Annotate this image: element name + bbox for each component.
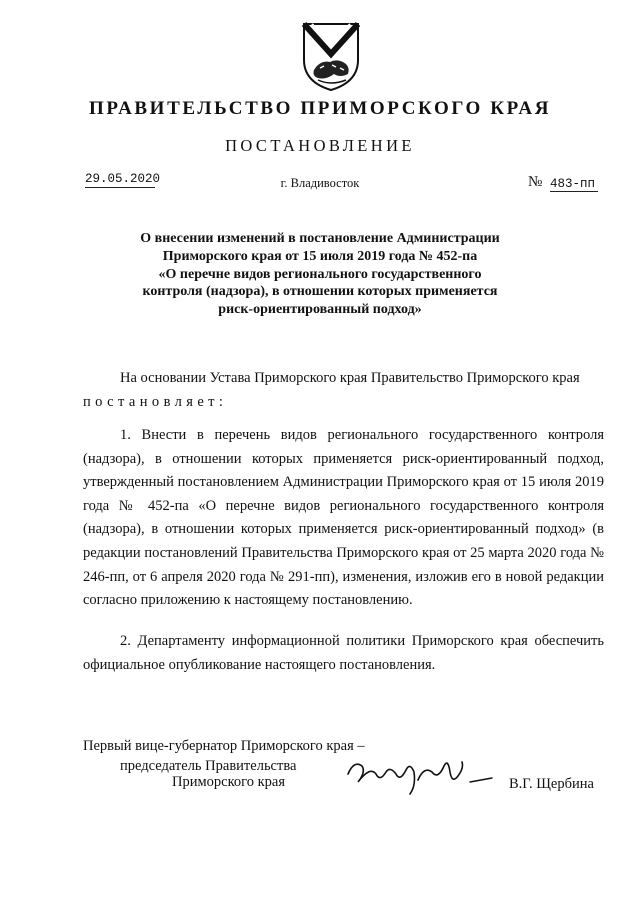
- document-heading: [100, 230, 540, 319]
- decree-word: постановляет:: [83, 393, 228, 410]
- signatory-position-line2: председатель Правительства: [120, 758, 297, 774]
- heading-line: «О перечне видов регионального государственного: [158, 266, 482, 282]
- signatory-name: В.Г. Щербина: [509, 776, 594, 792]
- document-city: г. Владивосток: [280, 176, 360, 190]
- signatory-position-line3: Приморского края: [172, 774, 286, 790]
- heading-line: Приморского края от 15 июля 2019 года № 452-па: [162, 248, 478, 264]
- document-date: 29.05.2020: [85, 172, 161, 186]
- item-1-paragraph: 1. Внести в перечень видов регионального государственного контроля (надзора), в отношении которых применяется риск-ориентированный подход, утвержденный постановлением Администрации Приморского края от 15 июля 2019 года № 452-па «О перечне видов регионального государственного контроля (надзора), в отношении которых применяется риск-ориентированный подход» (в редакции постановлений Правительства Приморского края от 25 марта 2020 года № 246-пп, от 6 апреля 2020 года № 291-пп), изменения, изложив его в новой редакции согласно приложению к настоящему постановлению.: [83, 427, 604, 609]
- coat-of-arms-icon: [300, 20, 362, 92]
- government-title: ПРАВИТЕЛЬСТВО ПРИМОРСКОГО КРАЯ: [88, 98, 552, 119]
- heading-line: контроля (надзора), в отношении которых применяется: [142, 284, 498, 300]
- basis-text: На основании Устава Приморского края Правительство Приморского края: [120, 370, 580, 386]
- handwritten-signature: [340, 752, 500, 802]
- document-type: ПОСТАНОВЛЕНИЕ: [225, 136, 415, 155]
- document-number: 483-пп: [550, 177, 598, 192]
- heading-line: риск-ориентированный подход»: [218, 302, 422, 318]
- document-number-label: №: [528, 174, 543, 190]
- heading-line: О внесении изменений в постановление Администрации: [140, 231, 500, 246]
- signatory-position-line1: Первый вице-губернатор Приморского края –: [83, 738, 365, 754]
- basis-paragraph: [83, 367, 604, 414]
- item-2-paragraph: 2. Департаменту информационной политики Приморского края обеспечить официальное опубликование настоящего постановления.: [83, 633, 604, 673]
